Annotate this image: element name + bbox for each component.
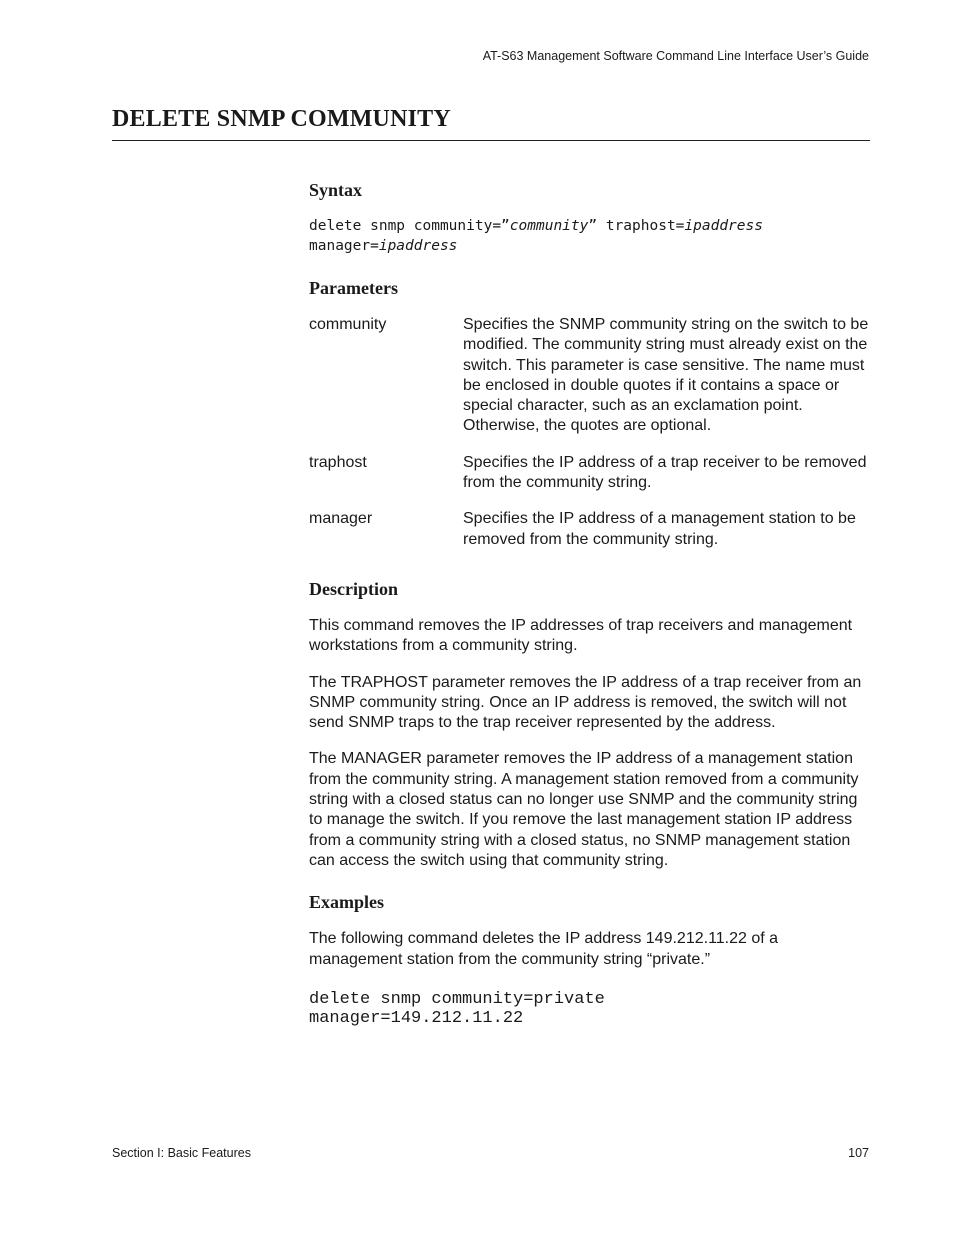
description-paragraph: This command removes the IP addresses of trap receivers and management workstations from a community string. (309, 616, 853, 655)
parameter-row-traphost (309, 453, 870, 494)
main-content (309, 179, 870, 1028)
parameter-row-community (309, 315, 870, 437)
syntax-line-1-prefix: delete snmp community=” (309, 218, 510, 234)
syntax-line-1-mid: ” traphost= (588, 218, 685, 234)
example-code (309, 990, 870, 1028)
running-header: AT-S63 Management Software Command Line Interface User’s Guide (482, 49, 869, 63)
page-title: DELETE SNMP COMMUNITY (112, 106, 451, 132)
parameter-name: community (309, 316, 387, 333)
examples-heading: Examples (309, 892, 385, 913)
description-paragraph: The TRAPHOST parameter removes the IP address of a trap receiver from an SNMP community string. Once an IP address is removed, the switch will not send SNMP traps to the trap receiver represented by the address. (309, 673, 862, 732)
description-paragraph: The MANAGER parameter removes the IP address of a management station from the community string. A management station removed from a community string with a closed status can no longer use SNMP and the community string to manage the switch. If you remove the last management station IP address from a community string with a closed status, no SNMP management station can access the switch using that community string. (309, 750, 859, 869)
examples-body (309, 929, 870, 1028)
examples-intro: The following command deletes the IP address 149.212.11.22 of a management station from the community string “private.” (309, 930, 779, 968)
parameter-name: manager (309, 510, 373, 528)
syntax-manager-placeholder: ipaddress (378, 237, 458, 254)
example-code-line-1: delete snmp community=private (309, 989, 605, 1009)
syntax-code (309, 217, 870, 256)
syntax-line-2 (309, 237, 870, 257)
parameter-description: Specifies the SNMP community string on the switch to be modified. The community string must already exist on the switch. This parameter is case sensitive. The name must be enclosed in double quotes if it contains a space or special character, such as an exclamation point. Otherwise, the quotes are optional. (463, 316, 869, 435)
parameter-name: traphost (309, 453, 367, 471)
parameter-description: Specifies the IP address of a management station to be removed from the community string. (463, 510, 856, 548)
syntax-traphost-placeholder: ipaddress (684, 218, 763, 234)
parameter-description: Specifies the IP address of a trap receiver to be removed from the community string. (463, 453, 867, 492)
example-code-line-2: manager=149.212.11.22 (309, 1008, 524, 1028)
footer-page-number: 107 (848, 1146, 869, 1160)
footer-section-label: Section I: Basic Features (112, 1146, 251, 1160)
parameters-list (309, 315, 870, 550)
syntax-community-placeholder: community (509, 218, 589, 234)
parameters-heading: Parameters (309, 278, 398, 298)
title-rule (112, 140, 870, 141)
description-heading: Description (309, 578, 398, 599)
parameter-row-manager (309, 509, 870, 550)
syntax-line-2-prefix: manager= (309, 237, 379, 254)
description-body (309, 616, 870, 871)
syntax-line-1 (309, 217, 870, 237)
syntax-heading: Syntax (309, 180, 363, 200)
